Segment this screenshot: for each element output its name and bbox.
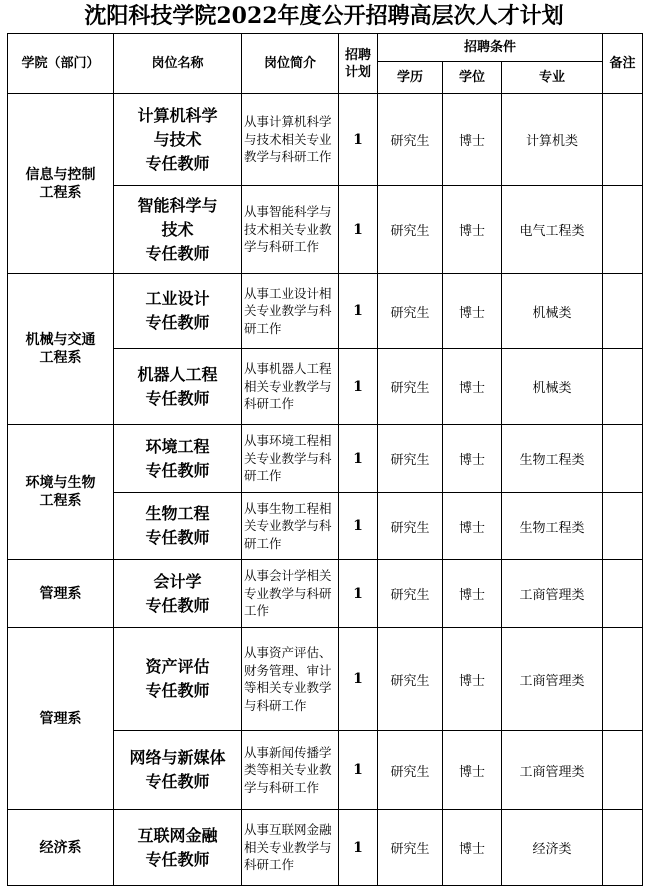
major-cell: 机械类: [502, 349, 603, 425]
major-cell: 工商管理类: [502, 628, 603, 731]
position-name: 专任教师: [145, 772, 210, 791]
position-cell: [114, 731, 242, 810]
degree-cell: 博士: [443, 810, 502, 886]
count-cell: 1: [339, 731, 378, 810]
dept-name: 信息与控制: [25, 166, 96, 183]
position-name: 技术: [161, 219, 194, 239]
position-name: 专任教师: [145, 595, 210, 615]
count-cell: 1: [339, 493, 378, 560]
dept-cell: [8, 560, 114, 628]
position-name: 机器人工程: [137, 364, 218, 384]
header-note: 备注: [603, 34, 643, 94]
note-cell: [603, 186, 643, 274]
intro-cell: 从事会计学相关专业教学与科研工作: [242, 560, 339, 628]
header-degree: 学位: [443, 62, 502, 94]
dept-name: 管理系: [39, 710, 82, 727]
major-cell: 工商管理类: [502, 731, 603, 810]
count-cell: 1: [339, 186, 378, 274]
position-name: 资产评估: [145, 657, 210, 676]
position-name: 专任教师: [145, 243, 210, 263]
note-cell: [603, 274, 643, 349]
position-name: 专任教师: [145, 849, 210, 869]
table-row: [8, 560, 643, 628]
position-name: 与技术: [153, 129, 202, 149]
position-name: 会计学: [153, 571, 202, 591]
note-cell: [603, 628, 643, 731]
position-name: 环境工程: [145, 436, 210, 456]
header-plan-line2: 计划: [344, 64, 371, 80]
position-name: 专任教师: [145, 153, 210, 173]
intro-cell: 从事工业设计相关专业教学与科研工作: [242, 274, 339, 349]
header-major: 专业: [502, 62, 603, 94]
dept-cell: [8, 810, 114, 886]
dept-name: 工程系: [39, 184, 82, 201]
position-name: 专任教师: [145, 681, 210, 700]
position-cell: [114, 274, 242, 349]
position-name: 专任教师: [145, 313, 210, 332]
count-cell: 1: [339, 628, 378, 731]
dept-name: 管理系: [39, 585, 82, 602]
table-row: [8, 628, 643, 731]
position-name: 智能科学与: [137, 195, 218, 215]
page-title: 沈阳科技学院2022年度公开招聘高层次人才计划: [84, 3, 564, 29]
degree-cell: 博士: [443, 186, 502, 274]
note-cell: [603, 425, 643, 493]
position-cell: [114, 628, 242, 731]
major-cell: 生物工程类: [502, 493, 603, 560]
dept-cell: [8, 628, 114, 810]
position-cell: [114, 810, 242, 886]
education-cell: 研究生: [378, 493, 443, 560]
intro-cell: 从事生物工程相关专业教学与科研工作: [242, 493, 339, 560]
degree-cell: 博士: [443, 731, 502, 810]
position-name: 网络与新媒体: [129, 748, 226, 767]
intro-cell: 从事互联网金融相关专业教学与科研工作: [242, 810, 339, 886]
count-cell: 1: [339, 274, 378, 349]
note-cell: [603, 493, 643, 560]
position-cell: [114, 425, 242, 493]
table-row: [8, 94, 643, 186]
dept-name: 环境与生物: [25, 475, 96, 491]
position-cell: [114, 94, 242, 186]
note-cell: [603, 94, 643, 186]
degree-cell: 博士: [443, 274, 502, 349]
intro-cell: 从事环境工程相关专业教学与科研工作: [242, 425, 339, 493]
position-name: 专任教师: [145, 528, 210, 547]
dept-cell: [8, 425, 114, 560]
position-cell: [114, 186, 242, 274]
degree-cell: 博士: [443, 493, 502, 560]
table-row: [8, 810, 643, 886]
dept-name: 工程系: [39, 350, 82, 366]
education-cell: 研究生: [378, 628, 443, 731]
count-cell: 1: [339, 349, 378, 425]
position-name: 互联网金融: [137, 825, 218, 845]
position-cell: [114, 493, 242, 560]
intro-cell: 从事机器人工程相关专业教学与科研工作: [242, 349, 339, 425]
degree-cell: 博士: [443, 94, 502, 186]
position-name: 专任教师: [145, 388, 210, 408]
degree-cell: 博士: [443, 349, 502, 425]
header-plan-line1: 招聘: [344, 47, 371, 63]
education-cell: 研究生: [378, 810, 443, 886]
major-cell: 电气工程类: [502, 186, 603, 274]
note-cell: [603, 560, 643, 628]
dept-name: 工程系: [39, 493, 82, 509]
major-cell: 工商管理类: [502, 560, 603, 628]
table-row: [8, 425, 643, 493]
intro-cell: 从事智能科学与技术相关专业教学与科研工作: [242, 186, 339, 274]
header-conditions: 招聘条件: [378, 34, 603, 62]
note-cell: [603, 810, 643, 886]
header-education: 学历: [378, 62, 443, 94]
major-cell: 生物工程类: [502, 425, 603, 493]
education-cell: 研究生: [378, 94, 443, 186]
position-name: 生物工程: [145, 504, 210, 523]
major-cell: 经济类: [502, 810, 603, 886]
education-cell: 研究生: [378, 560, 443, 628]
header-intro: 岗位简介: [242, 34, 339, 94]
degree-cell: 博士: [443, 628, 502, 731]
degree-cell: 博士: [443, 425, 502, 493]
dept-name: 机械与交通: [25, 332, 96, 348]
count-cell: 1: [339, 810, 378, 886]
header-dept: 学院（部门）: [8, 34, 114, 94]
dept-cell: [8, 94, 114, 274]
dept-cell: [8, 274, 114, 425]
education-cell: 研究生: [378, 274, 443, 349]
count-cell: 1: [339, 425, 378, 493]
dept-name: 经济系: [39, 839, 82, 856]
major-cell: 计算机类: [502, 94, 603, 186]
intro-cell: 从事计算机科学与技术相关专业教学与科研工作: [242, 94, 339, 186]
education-cell: 研究生: [378, 425, 443, 493]
recruitment-table: [7, 33, 643, 886]
note-cell: [603, 349, 643, 425]
table-row: [8, 274, 643, 349]
education-cell: 研究生: [378, 731, 443, 810]
count-cell: 1: [339, 94, 378, 186]
education-cell: 研究生: [378, 186, 443, 274]
position-name: 工业设计: [145, 289, 210, 308]
position-name: 计算机科学: [137, 105, 218, 125]
note-cell: [603, 731, 643, 810]
major-cell: 机械类: [502, 274, 603, 349]
position-cell: [114, 560, 242, 628]
intro-cell: 从事新闻传播学类等相关专业教学与科研工作: [242, 731, 339, 810]
header-plan: [339, 34, 378, 94]
position-cell: [114, 349, 242, 425]
position-name: 专任教师: [145, 460, 210, 480]
degree-cell: 博士: [443, 560, 502, 628]
intro-cell: 从事资产评估、财务管理、审计等相关专业教学与科研工作: [242, 628, 339, 731]
count-cell: 1: [339, 560, 378, 628]
header-position: 岗位名称: [114, 34, 242, 94]
education-cell: 研究生: [378, 349, 443, 425]
